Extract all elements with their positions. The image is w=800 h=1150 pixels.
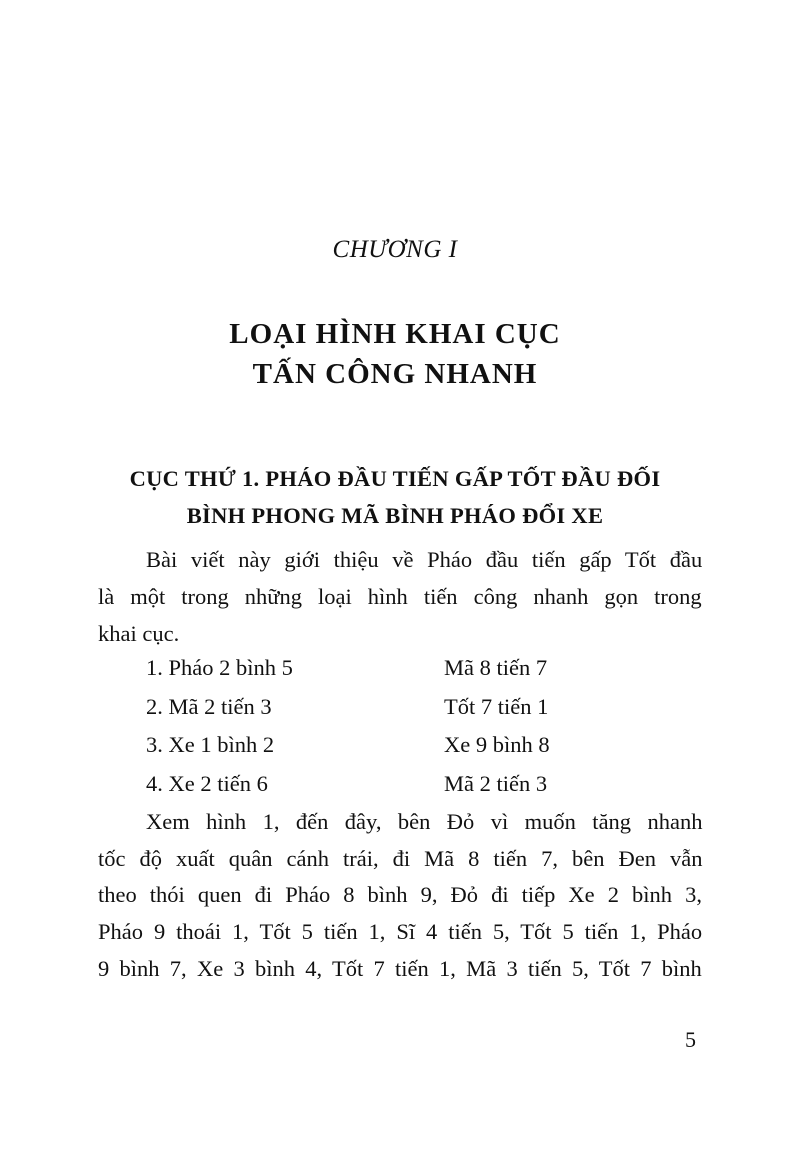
chapter-title-line-2: TẤN CÔNG NHANH bbox=[252, 358, 538, 390]
section-title-line-1: CỤC THỨ 1. PHÁO ĐẦU TIẾN GẤP TỐT ĐẦU ĐỐI bbox=[129, 466, 661, 491]
chapter-label: CHƯƠNG I bbox=[332, 236, 458, 263]
move-red-2: 2. Mã 2 tiến 3 bbox=[146, 694, 272, 719]
move-black-4: Mã 2 tiến 3 bbox=[444, 771, 548, 796]
intro-line-2: là một trong những loại hình tiến công nhanh gọn trong bbox=[98, 584, 702, 609]
move-black-3: Xe 9 bình 8 bbox=[444, 732, 550, 757]
body-line-2: tốc độ xuất quân cánh trái, đi Mã 8 tiến 7, bên Đen vẫn bbox=[98, 846, 703, 871]
chapter-title-line-1: LOẠI HÌNH KHAI CỤC bbox=[229, 318, 561, 350]
move-black-1: Mã 8 tiến 7 bbox=[444, 655, 548, 680]
move-black-2: Tốt 7 tiến 1 bbox=[444, 694, 549, 719]
move-red-1: 1. Pháo 2 bình 5 bbox=[146, 655, 293, 680]
body-line-1: Xem hình 1, đến đây, bên Đỏ vì muốn tăng nhanh bbox=[146, 809, 703, 834]
page-number: 5 bbox=[685, 1027, 696, 1052]
body-line-4: Pháo 9 thoái 1, Tốt 5 tiến 1, Sĩ 4 tiến 5, Tốt 5 tiến 1, Pháo bbox=[98, 919, 703, 944]
intro-line-3: khai cục. bbox=[98, 621, 180, 646]
body-line-3: theo thói quen đi Pháo 8 bình 9, Đỏ đi tiếp Xe 2 bình 3, bbox=[98, 882, 702, 907]
move-red-3: 3. Xe 1 bình 2 bbox=[146, 732, 275, 757]
intro-line-1: Bài viết này giới thiệu về Pháo đầu tiến gấp Tốt đầu bbox=[146, 547, 703, 572]
body-line-5: 9 bình 7, Xe 3 bình 4, Tốt 7 tiến 1, Mã 3 tiến 5, Tốt 7 bình bbox=[98, 956, 702, 981]
move-red-4: 4. Xe 2 tiến 6 bbox=[146, 771, 268, 796]
section-title-line-2: BÌNH PHONG MÃ BÌNH PHÁO ĐỔI XE bbox=[186, 503, 604, 528]
